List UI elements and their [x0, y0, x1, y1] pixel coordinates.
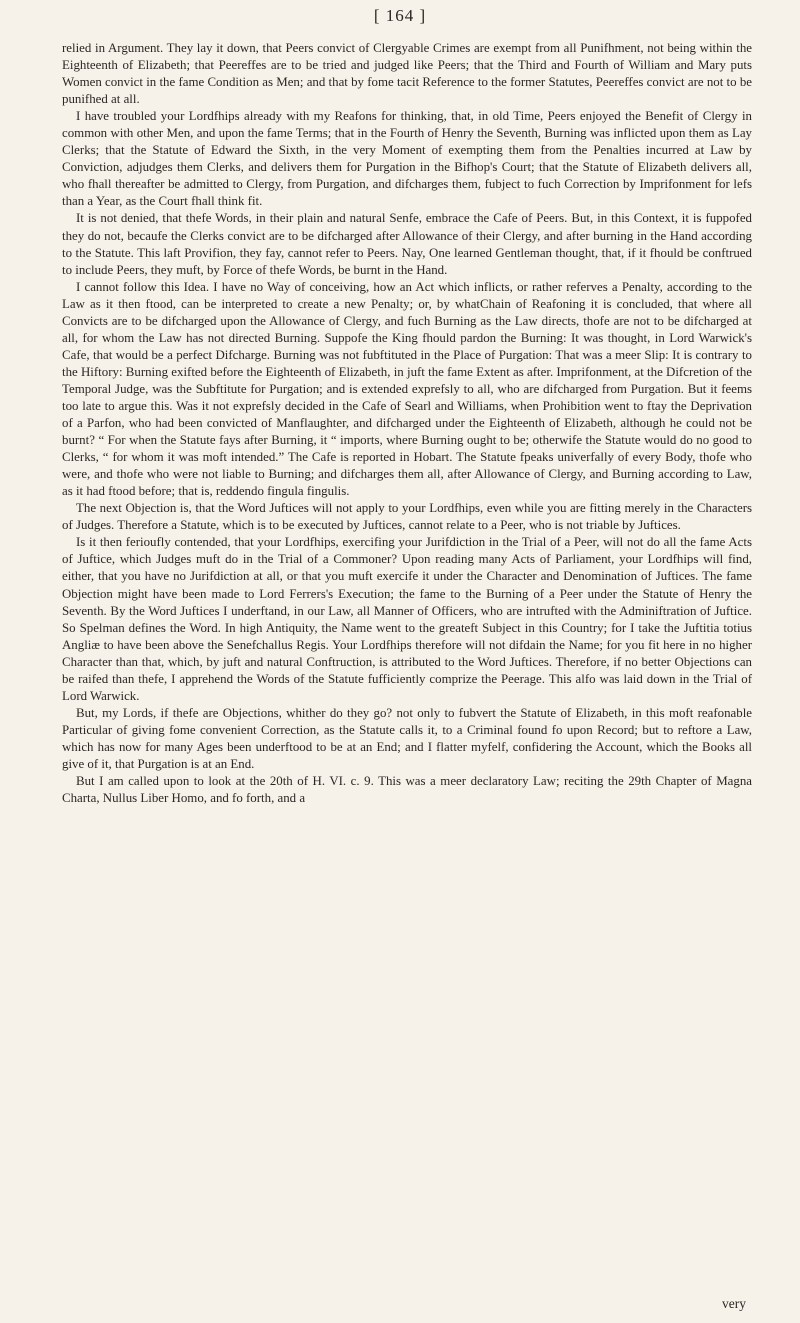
- catchword: very: [722, 1296, 746, 1311]
- paragraph-6: Is it then ferioufly contended, that your Lordfhips, exercifing your Jurifdiction in the Trial of a Peer, will not do all the fame Acts of Juftice, which Judges muft do in the Trial of a Commoner? Upon reading many Acts of Parliament, your Lordfhips will find, either, that you have no Jurifdiction at all, or that you muft exercife it under the Character and Denomination of Juftices. The fame Objection might have been made to Lord Ferrers's Execution; the fame to the Burning of a Peer under the Statute of Henry the Seventh. By the Word Juftices I underftand, in our Law, all Manner of Officers, who are intrufted with the Adminiftration of Juftice. So Spelman defines the Word. In high Antiquity, the Name went to the greateft Subject in this Country; for I take the Juftitia totius Angliæ to have been above the Senefchallus Regis. Your Lordfhips therefore will not difdain the Name; for you fit here in no higher Character than that, which, by juft and natural Conftruction, is attributed to the Word Juftices. Therefore, if no better Objections can be raifed than thefe, I apprehend the Words of the Statute fufficiently comprize the Peerage. This alfo was laid down in the Trial of Lord Warwick.: [62, 535, 752, 703]
- paragraph-5: The next Objection is, that the Word Juftices will not apply to your Lordfhips, even while you are fitting merely in the Characters of Judges. Therefore a Statute, which is to be executed by Juftices, cannot relate to a Peer, who is not triable by Juftices.: [62, 501, 752, 533]
- page-number-header: [ 164 ]: [373, 6, 427, 25]
- paragraph-4: I cannot follow this Idea. I have no Way of conceiving, how an Act which inflicts, or rather referves a Penalty, according to the Law as it then ftood, can be interpreted to create a new Penalty; or, by whatChain of Reafoning it is concluded, that where all Convicts are to be difcharged upon the Allowance of Clergy, and fuch Burning as the Law directs, thofe are not to be difcharged at all, for whom the Law has not directed Burning. Suppofe the King fhould pardon the Burning: It was thought, in Lord Warwick's Cafe, that would be a perfect Difcharge. Burning was not fubftituted in the Place of Purgation: That was a meer Slip: It is contrary to the Hiftory: Burning exifted before the Eighteenth of Elizabeth, in juft the fame Extent as after. Imprifonment, at the Difcretion of the Temporal Judge, was the Subftitute for Purgation; and is extended exprefsly to all, who are difcharged from Purgation. But it feems too late to argue this. Was it not exprefsly decided in the Cafe of Searl and Williams, when Prohibition went to ftay the Deprivation of a Parfon, who had been convicted of Manflaughter, and difcharged under the Eighteenth of Elizabeth, although he could not be burnt? “ For when the Statute fays after Burning, it “ imports, where Burning ought to be; otherwife the Statute would do no good to Clerks, “ for whom it was moft intended.” The Cafe is reported in Hobart. The Statute fpeaks univerfally of every Body, thofe who were, and thofe who were not liable to Burning; and difcharges them all, after Allowance of Clergy, and Burning according to Law, as it had ftood before; that is, reddendo fingula fingulis.: [62, 279, 752, 499]
- paragraph-7: But, my Lords, if thefe are Objections, whither do they go? not only to fubvert the Statute of Elizabeth, in this moft reafonable Particular of giving fome convenient Correction, as the Statute calls it, to a Criminal found fo upon Record; but to reftore a Law, which has now for many Ages been underftood to be at an End; and I flatter myfelf, confidering the Account, which the Books all give of it, that Purgation is at an End.: [62, 705, 752, 771]
- body-text: [62, 40, 752, 807]
- paragraph-1: relied in Argument. They lay it down, that Peers convict of Clergyable Crimes are exempt from all Punifhment, not being within the Eighteenth of Elizabeth; that Peereffes are to be tried and judged like Peers; that the Third and Fourth of William and Mary puts Women convict in the fame Condition as Men; and that by fome tacit Reference to the former Statutes, Peereffes convict are not to be punifhed at all.: [62, 41, 752, 107]
- paragraph-8: But I am called upon to look at the 20th of H. VI. c. 9. This was a meer declaratory Law; reciting the 29th Chapter of Magna Charta, Nullus Liber Homo, and fo forth, and a: [62, 774, 752, 806]
- paragraph-3: It is not denied, that thefe Words, in their plain and natural Senfe, embrace the Cafe of Peers. But, in this Context, it is fuppofed they do not, becaufe the Clerks convict are to be difcharged after Allowance of their Clergy, and after burning in the Hand according to the Statute. This laft Provifion, they fay, cannot refer to Peers. Nay, One learned Gentleman thought, that, if it fhould be conftrued to include Peers, they muft, by Force of thefe Words, be burnt in the Hand.: [62, 211, 752, 277]
- paragraph-2: I have troubled your Lordfhips already with my Reafons for thinking, that, in old Time, Peers enjoyed the Benefit of Clergy in common with other Men, and upon the fame Terms; that in the Fourth of Henry the Seventh, Burning was inflicted upon them as Lay Clerks; that the Statute of Edward the Sixth, in the very Moment of exempting them from the Penalties incurred at Law by Conviction, adjudges them Clerks, and delivers them for Purgation in the Bifhop's Court; that the Statute of Elizabeth delivers all, who fhall thereafter be admitted to Clergy, from Purgation, and difcharges them, fubject to fuch Correction by Imprifonment for lefs than a Year, as the Court fhall think fit.: [62, 109, 752, 209]
